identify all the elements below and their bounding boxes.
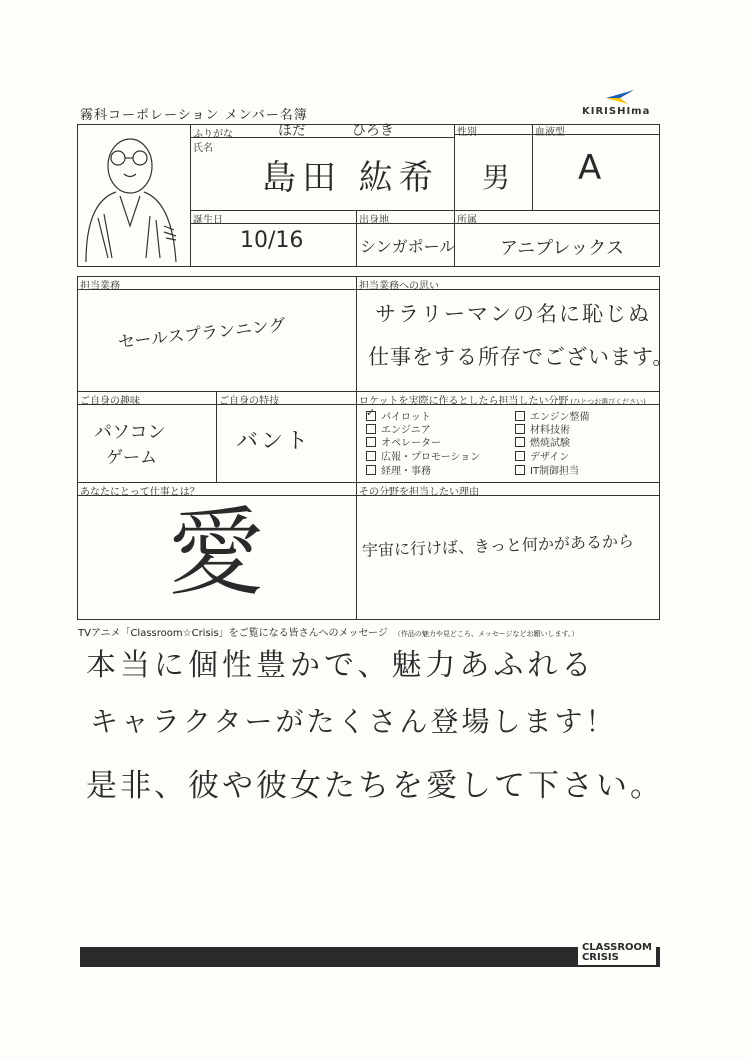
rocket-option-2[interactable]: オペレーター bbox=[366, 434, 441, 449]
checkbox[interactable] bbox=[515, 437, 525, 447]
message-line-1: 本当に個性豊かで、魅力あふれる bbox=[86, 648, 596, 683]
thoughts-line-2: 仕事をする所存でございます。 bbox=[368, 345, 675, 369]
skill-label: ご自身の特技 bbox=[219, 396, 279, 407]
message-note: （作品の魅力や見どころ、メッセージなどお願いします。） bbox=[393, 630, 579, 638]
name-label: 氏名 bbox=[193, 143, 213, 154]
name-value: 島田 紘希 bbox=[262, 158, 439, 198]
rocket-question-text: ロケットを実際に作るとしたら担当したい分野 bbox=[359, 396, 569, 407]
rocket-option-8[interactable]: デザイン bbox=[515, 448, 569, 463]
checkbox-checked[interactable] bbox=[366, 411, 376, 421]
furigana-value-1: ほだ bbox=[278, 123, 306, 139]
rocket-option-1[interactable]: エンジニア bbox=[366, 421, 431, 436]
work-meaning-label: あなたにとって仕事とは？ bbox=[80, 487, 200, 498]
footer-logo-line-2: CRISIS bbox=[581, 952, 619, 963]
work-meaning-value: 愛 bbox=[168, 497, 264, 609]
kirishima-logo-text: KIRISHIma bbox=[582, 106, 651, 117]
hobby-label: ご自身の趣味 bbox=[80, 396, 140, 407]
rocket-option-4[interactable]: 経理・事務 bbox=[366, 462, 431, 477]
duty-value: セールスプランニング bbox=[117, 315, 287, 353]
furigana-value-2: ひろき bbox=[352, 123, 394, 139]
form-title: 霧科コーポレーション メンバー名簿 bbox=[80, 108, 308, 123]
hobby-line-1: パソコン bbox=[94, 422, 166, 443]
affiliation-label: 所属 bbox=[457, 215, 477, 226]
rocket-option-5[interactable]: エンジン整備 bbox=[515, 408, 590, 423]
kirishima-logo-mark bbox=[600, 86, 640, 106]
checkbox[interactable] bbox=[366, 451, 376, 461]
checkbox[interactable] bbox=[515, 424, 525, 434]
affiliation-value: アニプレックス bbox=[500, 238, 625, 259]
hobby-line-2: ゲーム bbox=[106, 448, 157, 468]
gender-value: 男 bbox=[482, 161, 511, 194]
birthday-value: 10/16 bbox=[240, 228, 304, 253]
message-title-row bbox=[78, 624, 578, 639]
message-line-3: 是非、彼や彼女たちを愛して下さい。 bbox=[86, 768, 664, 804]
rocket-option-9[interactable]: IT制御担当 bbox=[515, 462, 579, 477]
thoughts-line-1: サラリーマンの名に恥じぬ bbox=[375, 302, 651, 326]
message-title: TVアニメ「Classroom☆Crisis」をご覧になる皆さんへのメッセージ bbox=[78, 628, 388, 639]
rocket-question-note: (ひとつお選びください) bbox=[570, 398, 646, 406]
rocket-option-7[interactable]: 燃焼試験 bbox=[515, 434, 570, 449]
duty-thoughts-label: 担当業務への思い bbox=[359, 281, 439, 292]
checkbox[interactable] bbox=[366, 465, 376, 475]
furigana-label: ふりがな bbox=[193, 129, 233, 140]
birthplace-value: シンガポール bbox=[360, 237, 456, 256]
skill-value: バント bbox=[236, 429, 312, 454]
birthday-label: 誕生日 bbox=[193, 215, 223, 226]
birthplace-label: 出身地 bbox=[359, 215, 389, 226]
checkbox[interactable] bbox=[515, 411, 525, 421]
rocket-option-0[interactable]: ✓パイロット bbox=[366, 408, 431, 423]
blood-type-value: A bbox=[578, 148, 602, 188]
reason-label: その分野を担当したい理由 bbox=[359, 487, 479, 498]
footer-logo-line-1: CLASSROOM bbox=[581, 942, 652, 953]
classroom-crisis-logo bbox=[578, 941, 656, 965]
kirishima-logo bbox=[582, 86, 660, 120]
reason-value: 宇宙に行けば、きっと何かがあるから bbox=[361, 531, 635, 560]
checkbox[interactable] bbox=[515, 451, 525, 461]
checkbox[interactable] bbox=[366, 424, 376, 434]
checkbox[interactable] bbox=[366, 437, 376, 447]
rocket-option-3[interactable]: 広報・プロモーション bbox=[366, 448, 480, 463]
footer-bar bbox=[80, 942, 660, 967]
portrait-sketch bbox=[80, 128, 188, 264]
checkbox[interactable] bbox=[515, 465, 525, 475]
duty-label: 担当業務 bbox=[80, 281, 120, 292]
message-line-2: キャラクターがたくさん登場します！ bbox=[90, 705, 617, 738]
rocket-option-6[interactable]: 材料技術 bbox=[515, 421, 570, 436]
blood-type-label: 血液型 bbox=[535, 127, 565, 138]
gender-label: 性別 bbox=[457, 127, 477, 138]
rocket-question-label bbox=[359, 392, 646, 407]
